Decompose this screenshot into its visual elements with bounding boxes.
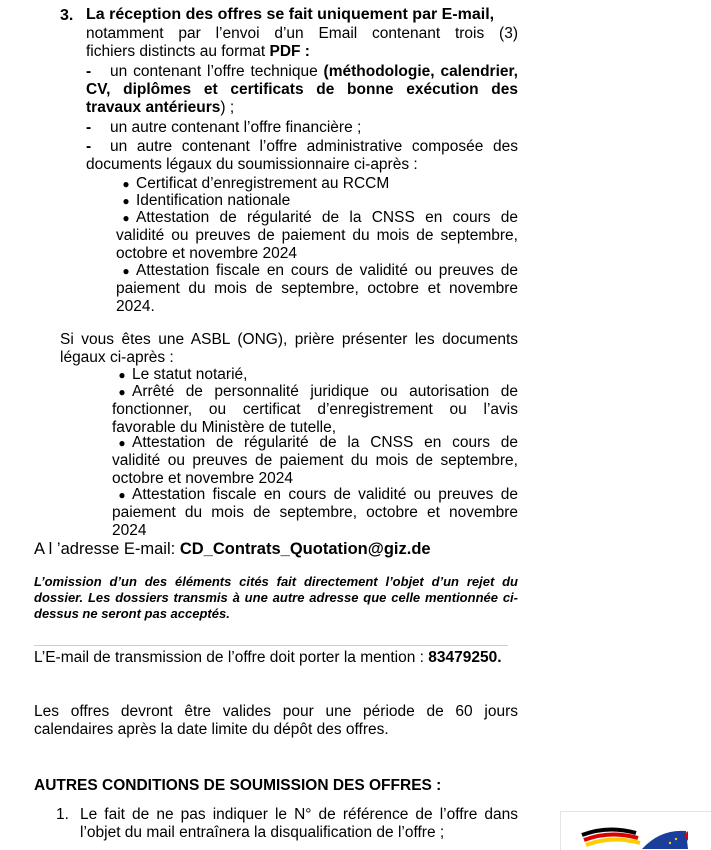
asbl-doc-item: ● Le statut notarié, — [112, 366, 518, 384]
item3-title: La réception des offres se fait uniquement par E-mail, — [86, 6, 495, 23]
asbl-doc-item: ● Attestation de régularité de la CNSS en cours de validité ou preuves de paiement du mois de septembre, octobre et novembre 2024 — [112, 434, 518, 487]
mention-line: L’E-mail de transmission de l’offre doit porter la mention : 83479250. — [34, 649, 502, 666]
admin-offer-line2: documents légaux du soumissionnaire ci-après : — [86, 156, 418, 173]
item3-line3: fichiers distincts au format PDF : — [86, 43, 310, 60]
omission-warning: L’omission d’un des éléments cités fait directement l’objet d’un rejet du dossier. Les dossiers transmis à une autre adresse que celle mentionnée ci-dessus ne seront pas acceptés. — [34, 574, 518, 621]
bullet-icon: ● — [118, 385, 126, 399]
bullet-icon: ● — [122, 211, 130, 225]
validity-paragraph: Les offres devront être valides pour une période de 60 jours calendaires après la date limite du dépôt des offres. — [34, 703, 518, 738]
item3-line2: notamment par l’envoi d’un Email contenant trois (3) — [86, 25, 518, 42]
asbl-doc-item: ● Arrêté de personnalité juridique ou autorisation de fonctionner, ou certificat d’enregistrement ou l’avis favorable du Ministère de tutelle, — [112, 383, 518, 436]
bullet-icon: ● — [122, 194, 130, 208]
other-conditions-heading: AUTRES CONDITIONS DE SOUMISSION DES OFFRES : — [34, 777, 442, 794]
other-item-number: 1. — [56, 806, 69, 823]
doc-list-item: ● Attestation de régularité de la CNSS en cours de validité ou preuves de paiement du mois de septembre, octobre et novembre 2024 — [116, 209, 518, 262]
dash-marker: - — [86, 63, 92, 80]
bullet-icon: ● — [118, 368, 126, 382]
admin-offer-text: un autre contenant l’offre administrative composée des — [110, 138, 518, 155]
technical-offer-text: un contenant l’offre technique (méthodologie, calendrier, CV, diplômes et certificats de bonne exécution des travaux antérieurs) ; — [86, 63, 518, 116]
asbl-intro: Si vous êtes une ASBL (ONG), prière présenter les documents légaux ci-après : — [60, 331, 518, 366]
asbl-doc-item: ● Attestation fiscale en cours de validité ou preuves de paiement du mois de septembre, octobre et novembre 2024 — [112, 486, 518, 539]
bullet-icon: ● — [118, 436, 126, 450]
doc-list-item: ● Certificat d’enregistrement au RCCM — [116, 175, 518, 193]
email-line: A l ’adresse E-mail: CD_Contrats_Quotation@giz.de — [34, 540, 431, 558]
separator-line — [34, 645, 508, 646]
bullet-icon: ● — [122, 177, 130, 191]
doc-list-item: ● Identification nationale — [116, 192, 518, 210]
germany-eu-flag-logo — [580, 825, 690, 849]
reference-number: 83479250. — [428, 649, 502, 666]
other-item-text: Le fait de ne pas indiquer le N° de référence de l’offre dans l’objet du mail entraînera la disqualification de l’offre ; — [80, 806, 518, 841]
item-number: 3. — [60, 7, 74, 24]
email-address[interactable]: CD_Contrats_Quotation@giz.de — [179, 540, 431, 558]
financial-offer-text: un autre contenant l’offre financière ; — [110, 119, 362, 136]
dash-marker: - — [86, 119, 92, 136]
bullet-icon: ● — [118, 488, 126, 502]
bullet-icon: ● — [122, 264, 130, 278]
doc-list-item: ● Attestation fiscale en cours de validité ou preuves de paiement du mois de septembre, octobre et novembre 2024. — [116, 262, 518, 315]
dash-marker: - — [86, 138, 92, 155]
